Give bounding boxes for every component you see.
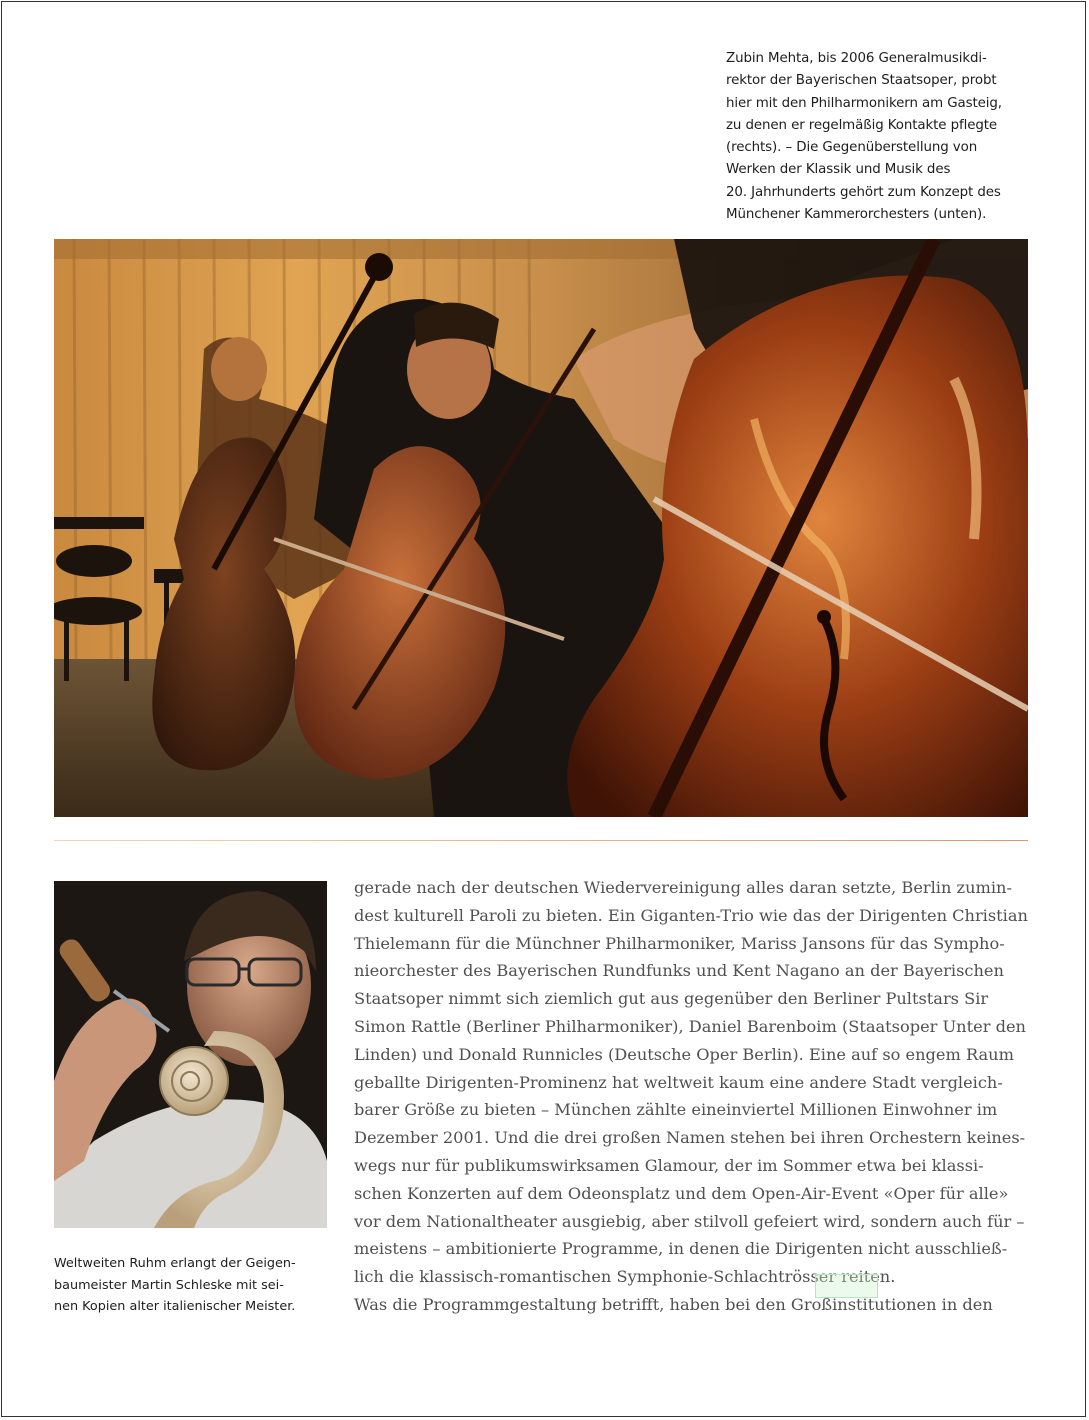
body-line: lich die klassisch-romantischen Symphonie-Schlachtrösser reiten. [354, 1267, 896, 1287]
body-line: Thielemann für die Münchner Philharmoniker, Mariss Jansons für das Sympho- [354, 933, 1005, 953]
cello-rehearsal-photo [54, 239, 1028, 817]
body-line: meistens – ambitionierte Programme, in denen die Dirigenten nicht ausschließ- [354, 1239, 1008, 1259]
body-line: gerade nach der deutschen Wiedervereinigung alles daran setzte, Berlin zumin- [354, 878, 1012, 897]
photo-caption-bottom: Weltweiten Ruhm erlangt der Geigen- baumeister Martin Schleske mit sei- nen Kopien alter italienischer Meister. [54, 1256, 296, 1314]
violin-maker-photo [54, 881, 327, 1228]
body-line: Was die Programmgestaltung betrifft, haben bei den Großinstitutionen in den [354, 1294, 993, 1314]
text-selection-highlight [815, 1274, 878, 1298]
body-line: schen Konzerten auf dem Odeonsplatz und dem Open-Air-Event «Oper für alle» [354, 1183, 1009, 1203]
body-line: barer Größe zu bieten – München zählte eineinviertel Millionen Einwohner im [354, 1100, 998, 1120]
body-line: wegs nur für publikumswirksamen Glamour, der im Sommer etwa bei klassi- [354, 1155, 984, 1175]
section-divider [54, 840, 1028, 841]
body-line: Simon Rattle (Berliner Philharmoniker), Daniel Barenboim (Staatsoper Unter den [354, 1016, 1026, 1036]
body-line: Dezember 2001. Und die drei großen Namen stehen bei ihren Orchestern keines- [354, 1128, 1026, 1148]
body-line: geballte Dirigenten-Prominenz hat weltweit kaum eine andere Stadt vergleich- [354, 1072, 1003, 1092]
body-line: nieorchester des Bayerischen Rundfunks und Kent Nagano an der Bayerischen [354, 961, 1004, 981]
photo-caption-top: Zubin Mehta, bis 2006 Generalmusikdi- rektor der Bayerischen Staatsoper, probt hier mit den Philharmonikern am Gasteig, zu denen er regelmäßig Kontakte pflegte (rechts). – Die Gegenüberstellung von Werken der Klassik und Musik des 20. Jahrhunderts gehört zum Konzept des Münchener Kammerorchesters (unten). [726, 51, 1002, 223]
body-line: dest kulturell Paroli zu bieten. Ein Giganten-Trio wie das der Dirigenten Christian [354, 905, 1028, 925]
body-line: vor dem Nationaltheater ausgiebig, aber stilvoll gefeiert wird, sondern auch für – [354, 1211, 1025, 1231]
body-line: Staatsoper nimmt sich ziemlich gut aus gegenüber den Berliner Pultstars Sir [354, 989, 989, 1009]
body-line: Linden) und Donald Runnicles (Deutsche Oper Berlin). Eine auf so engem Raum [354, 1044, 1014, 1064]
article-body-text [354, 874, 1034, 1319]
